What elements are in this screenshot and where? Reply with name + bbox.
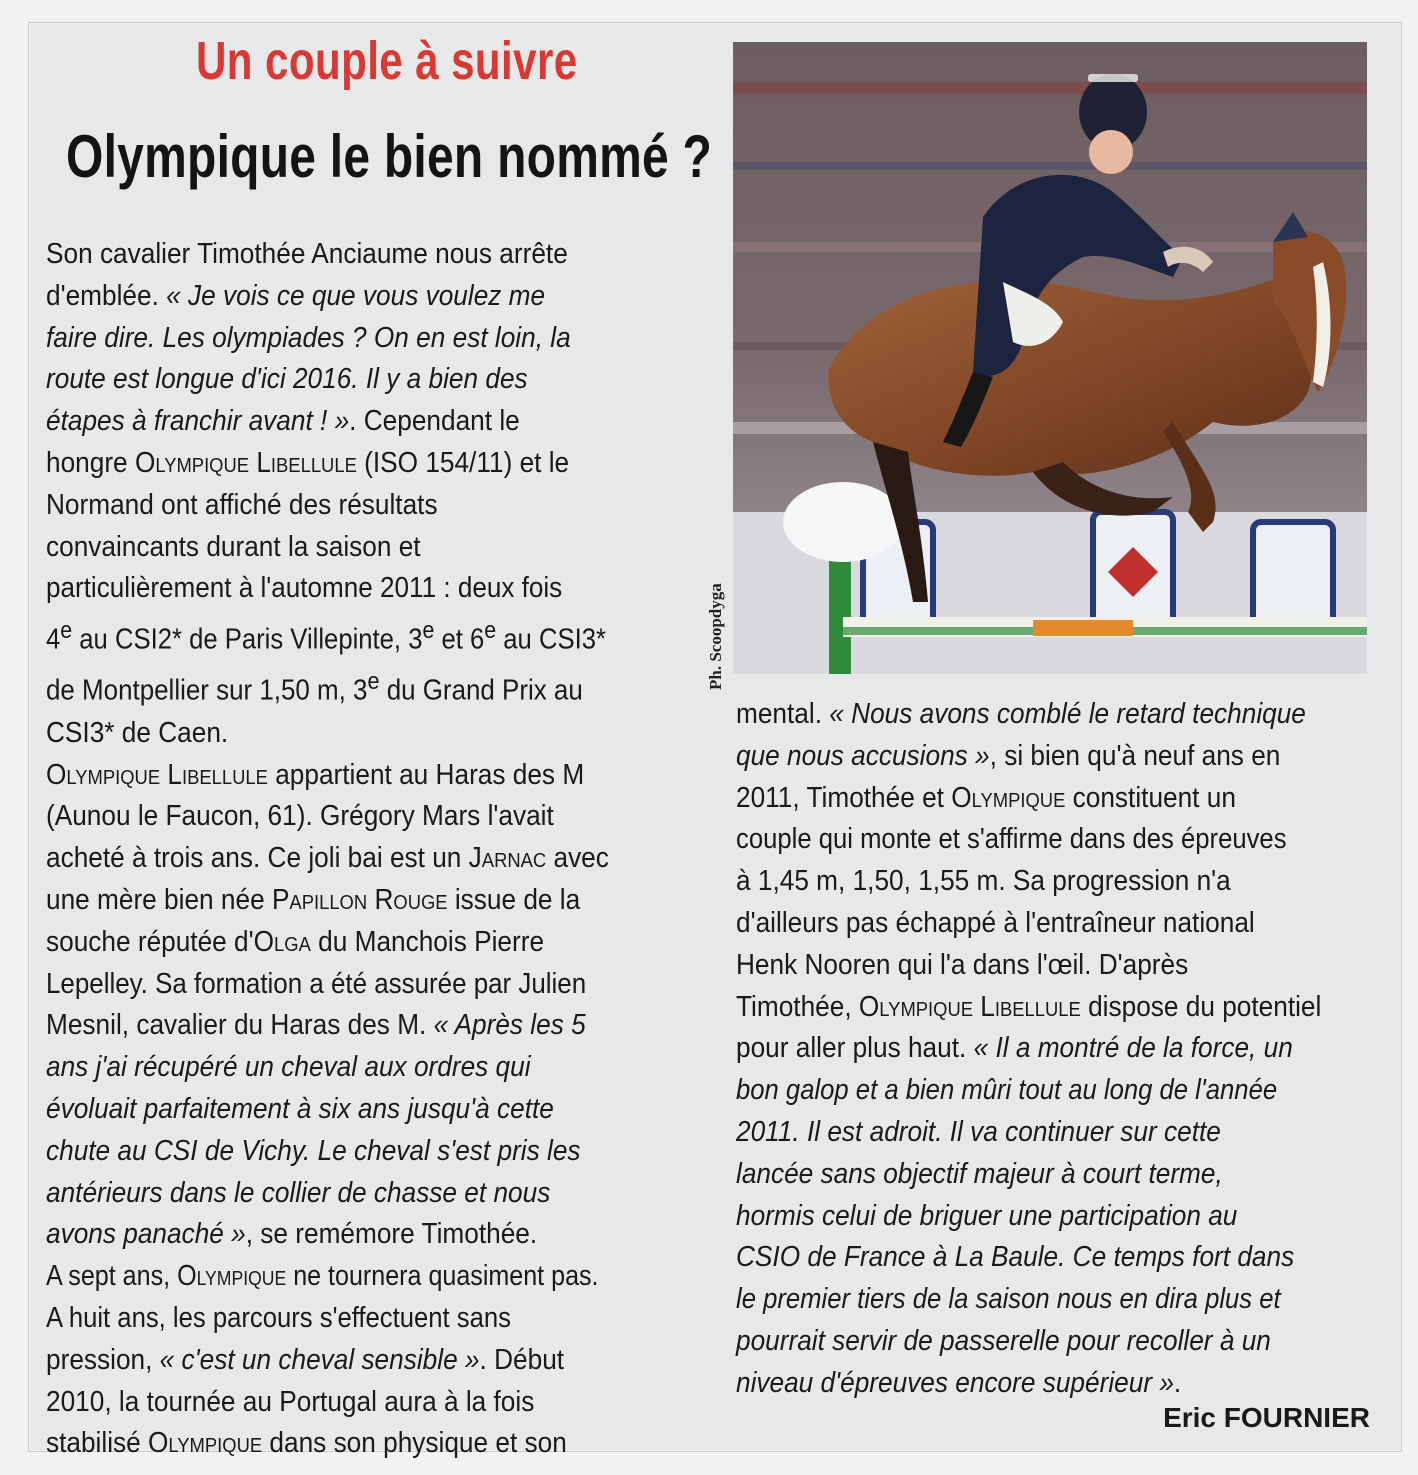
text-line: une mère bien née Papillon Rouge issue de la [46, 883, 581, 916]
text-line: que nous accusions », si bien qu'à neuf ans en [736, 739, 1281, 772]
photo-credit: Ph. Scoopdyga [706, 583, 725, 690]
text-line: Timothée, Olympique Libellule dispose du potentiel [736, 990, 1322, 1023]
text-line: lancée sans objectif majeur à court terme, [736, 1157, 1223, 1190]
text-line: route est longue d'ici 2016. Il y a bien des [46, 363, 528, 396]
horse-name: Papillon Rouge [271, 883, 448, 916]
horse-name: Olympique [951, 781, 1066, 814]
article-photo [733, 42, 1367, 674]
text-line: d'ailleurs pas échappé à l'entraîneur national [736, 906, 1255, 939]
text-line: CSIO de France à La Baule. Ce temps fort dans [736, 1241, 1295, 1274]
text-line: d'emblée. « Je vois ce que vous voulez me [46, 279, 546, 312]
text-line: de Montpellier sur 1,50 m, 3e du Grand Prix au [46, 668, 583, 707]
horse-name: Olympique Libellule [46, 758, 268, 791]
text-line: pour aller plus haut. « Il a montré de la force, un [736, 1032, 1293, 1065]
text-line: Normand ont affiché des résultats [46, 488, 438, 521]
text-line: stabilisé Olympique dans son physique et son [46, 1427, 567, 1460]
left-column [46, 234, 686, 1465]
text-line: Henk Nooren qui l'a dans l'œil. D'après [736, 948, 1189, 981]
text-line: A sept ans, Olympique ne tournera quasiment pas. [46, 1260, 599, 1293]
text-line: 2011. Il est adroit. Il va continuer sur cette [736, 1115, 1221, 1148]
text-line: pression, « c'est un cheval sensible ». Début [46, 1343, 565, 1376]
text-line: évoluait parfaitement à six ans jusqu'à cette [46, 1092, 554, 1125]
horse-name: Olympique [177, 1260, 287, 1293]
text-line: le premier tiers de la saison nous en dira plus et [736, 1283, 1281, 1316]
text-line: CSI3* de Caen. [46, 716, 229, 749]
show-jumping-photo [733, 42, 1367, 674]
text-line: particulièrement à l'automne 2011 : deux fois [46, 572, 563, 605]
text-line: avons panaché », se remémore Timothée. [46, 1218, 538, 1251]
text-line: hormis celui de briguer une participation au [736, 1199, 1238, 1232]
text-line: Lepelley. Sa formation a été assurée par Julien [46, 967, 587, 1000]
text-line: ans j'ai récupéré un cheval aux ordres qui [46, 1051, 531, 1084]
text-line: 4e au CSI2* de Paris Villepinte, 3e et 6e au CSI3* [46, 617, 606, 656]
horse-name: Jarnac [468, 842, 547, 875]
text-line: à 1,45 m, 1,50, 1,55 m. Sa progression n'a [736, 865, 1231, 898]
text-line: étapes à franchir avant ! ». Cependant le [46, 405, 520, 438]
text-line: convaincants durant la saison et [46, 530, 421, 563]
text-line: mental. « Nous avons comblé le retard technique [736, 698, 1306, 730]
text-line: bon galop et a bien mûri tout au long de l'année [736, 1074, 1278, 1107]
horse-name: Olympique Libellule [858, 990, 1081, 1023]
author-byline: Eric FOURNIER [1163, 1402, 1370, 1433]
text-line: hongre Olympique Libellule (ISO 154/11) et le [46, 446, 570, 479]
text-line: 2011, Timothée et Olympique constituent un [736, 781, 1236, 814]
text-line: faire dire. Les olympiades ? On en est loin, la [46, 321, 571, 354]
horse-name: Olympique Libellule [134, 446, 357, 479]
horse-name: Olga [253, 925, 311, 958]
text-line: A huit ans, les parcours s'effectuent sans [46, 1301, 511, 1334]
text-line: chute au CSI de Vichy. Le cheval s'est pris les [46, 1134, 581, 1167]
text-line: couple qui monte et s'affirme dans des épreuves [736, 823, 1287, 856]
text-line: Mesnil, cavalier du Haras des M. « Après les 5 [46, 1009, 586, 1042]
horse-name: Olympique [148, 1427, 263, 1460]
right-column [736, 694, 1376, 1405]
article-headline: Olympique le bien nommé ? [66, 123, 713, 190]
text-line: pourrait servir de passerelle pour recoller à un [736, 1324, 1271, 1357]
article-kicker: Un couple à suivre [196, 31, 578, 91]
text-line: niveau d'épreuves encore supérieur ». [736, 1366, 1182, 1399]
text-line: 2010, la tournée au Portugal aura à la fois [46, 1385, 535, 1418]
text-line: antérieurs dans le collier de chasse et nous [46, 1176, 551, 1209]
text-line: Son cavalier Timothée Anciaume nous arrête [46, 238, 568, 270]
text-line: (Aunou le Faucon, 61). Grégory Mars l'avait [46, 800, 554, 833]
text-line: acheté à trois ans. Ce joli bai est un Jarnac avec [46, 842, 609, 875]
text-line: souche réputée d'Olga du Manchois Pierre [46, 925, 545, 958]
text-line: Olympique Libellule appartient au Haras des M [46, 758, 585, 791]
